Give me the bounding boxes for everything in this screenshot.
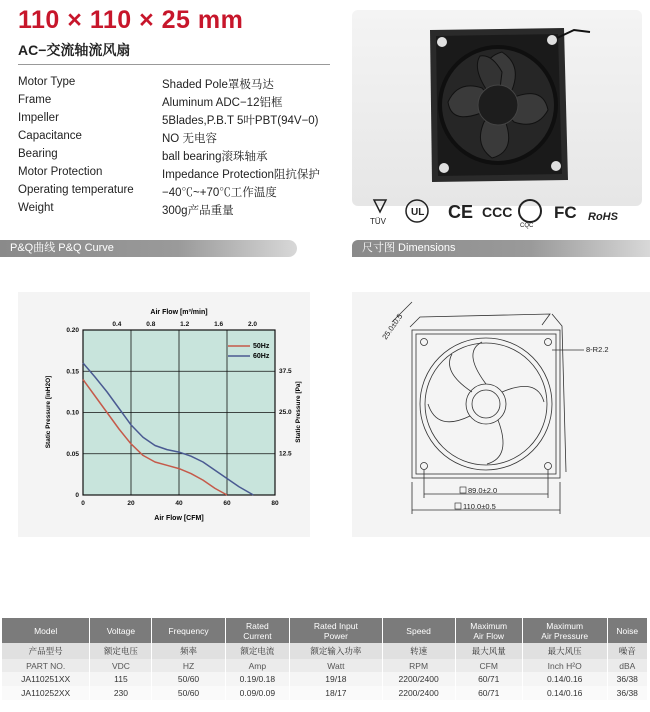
spec-key: Bearing [18,148,58,160]
depth-dimension: 25.0±0.5 [380,312,405,342]
hole-spacing-dimension: 89.0±2.0 [468,486,498,495]
top-tick-label: 2.0 [247,321,258,328]
fc-logo: FC [554,203,577,222]
y-tick-label: 0.15 [66,368,79,376]
table-cell: JA110252XX [2,686,90,700]
title-divider [18,64,330,65]
pq-chart-panel [18,292,310,537]
pq-curve-heading: P&Q曲线 P&Q Curve [0,240,297,257]
table-cell: PART NO. [2,659,90,672]
rohs-logo: RoHS [588,211,618,223]
spec-key: Weight [18,202,54,214]
table-row [2,686,648,700]
table-cell: 频率 [152,643,225,659]
col-header: Model [2,618,90,643]
table-cell: 50/60 [152,686,225,700]
table-cell: 0.19/0.18 [225,672,290,686]
top-tick-label: 0.8 [146,321,156,328]
table-cell: RPM [382,659,455,672]
table-cell: 转速 [382,643,455,659]
col-header: Voltage [90,618,152,643]
col-header: Speed [382,618,455,643]
table-cell: 18/17 [290,686,382,700]
spec-table [2,618,648,700]
table-cell: 额定电流 [225,643,290,659]
col-header: Maximum Air Flow [455,618,522,643]
table-cell: HZ [152,659,225,672]
dimension-drawing [352,292,650,537]
spec-row [18,130,348,148]
col-header: Frequency [152,618,225,643]
spec-key: Motor Type [18,76,76,88]
right-tick-label: 37.5 [279,367,292,375]
spec-row [18,184,348,202]
dimension-drawing-panel [352,292,650,537]
cert-label: CQC [520,223,534,229]
ccc-logo: CCC [482,204,513,220]
y-tick-label: 0.20 [66,327,79,334]
fan-photo [352,10,642,206]
ce-logo: CE [448,202,474,222]
table-cell: Watt [290,659,382,672]
table-cell: dBA [607,659,647,672]
x-tick-label: 20 [127,500,135,507]
top-axis-label: Air Flow [m³/min] [150,309,208,316]
x-axis-label: Air Flow [CFM] [154,515,204,522]
table-cell: 额定输入功率 [290,643,382,659]
spec-value: ball bearing滚珠轴承 [162,151,268,163]
table-cell: 最大风量 [455,643,522,659]
table-row [2,643,648,659]
table-cell: 产品型号 [2,643,90,659]
pq-chart [18,292,310,537]
x-tick-label: 60 [223,500,231,507]
spec-value: Impedance Protection阻抗保护 [162,169,320,181]
table-cell: 噪音 [607,643,647,659]
spec-value: −40℃~+70℃工作温度 [162,187,277,199]
spec-key: Impeller [18,112,59,124]
table-cell: 60/71 [455,672,522,686]
table-cell: 60/71 [455,686,522,700]
legend-label-60hz: 60Hz [253,353,270,360]
table-cell: 0.14/0.16 [522,686,607,700]
spec-row [18,112,348,130]
spec-value: 300g产品重量 [162,205,234,217]
col-header: Noise [607,618,647,643]
x-tick-label: 40 [175,500,183,507]
table-row [2,672,648,686]
top-tick-label: 0.4 [112,321,122,328]
spec-key: Frame [18,94,52,106]
col-header: Rated Current [225,618,290,643]
cqc-logo [519,200,541,229]
spec-value: 5Blades,P.B.T 5叶PBT(94V−0) [162,115,319,127]
table-cell: JA110251XX [2,672,90,686]
table-cell: 36/38 [607,686,647,700]
table-cell: Inch H²O [522,659,607,672]
table-row [2,659,648,672]
spec-key: Operating temperature [18,184,134,196]
certification-logos [370,196,630,230]
spec-row [18,94,348,112]
spec-value: Shaded Pole罩极马达 [162,79,274,91]
table-header-row [2,618,648,643]
spec-row [18,202,348,220]
hole-dimension: 8-R2.2 [586,345,609,354]
width-dimension: 110.0±0.5 [463,502,496,511]
dimensions-heading: 尺寸图 Dimensions [352,240,650,257]
table-cell: 115 [90,672,152,686]
y-axis-label: Static Pressure [inH2O] [45,375,52,449]
col-header: Maximum Air Pressure [522,618,607,643]
cert-label: TÜV [370,217,386,226]
cert-label: UL [411,207,425,218]
table-cell: Amp [225,659,290,672]
right-axis-label: Static Pressure [Pa] [295,381,302,443]
col-header: Rated Input Power [290,618,382,643]
table-cell: 0.14/0.16 [522,672,607,686]
x-tick-label: 0 [81,500,85,507]
table-cell: 0.09/0.09 [225,686,290,700]
x-tick-label: 80 [271,500,279,507]
table-cell: 最大风压 [522,643,607,659]
table-cell: 额定电压 [90,643,152,659]
tuv-logo [370,200,387,226]
product-subtitle: AC−交流轴流风扇 [18,42,131,58]
spec-row [18,148,348,166]
table-cell: 50/60 [152,672,225,686]
product-title: 110 × 110 × 25 mm [18,6,244,34]
table-cell: 36/38 [607,672,647,686]
table-cell: 230 [90,686,152,700]
table-cell: 19/18 [290,672,382,686]
spec-value: Aluminum ADC−12铝框 [162,97,283,109]
spec-key: Capacitance [18,130,82,142]
y-tick-label: 0.05 [66,450,79,458]
ul-logo [406,200,428,222]
right-tick-label: 12.5 [279,450,292,458]
spec-row [18,76,348,94]
table-cell: 2200/2400 [382,686,455,700]
top-tick-label: 1.2 [180,321,190,328]
table-cell: CFM [455,659,522,672]
spec-key: Motor Protection [18,166,103,178]
spec-value: NO 无电容 [162,133,217,145]
legend-label-50hz: 50Hz [253,343,270,350]
right-tick-label: 25.0 [279,409,292,417]
top-tick-label: 1.6 [214,321,224,328]
table-cell: 2200/2400 [382,672,455,686]
y-tick-label: 0 [75,492,79,499]
table-cell: VDC [90,659,152,672]
y-tick-label: 0.10 [66,409,79,417]
spec-row [18,166,348,184]
